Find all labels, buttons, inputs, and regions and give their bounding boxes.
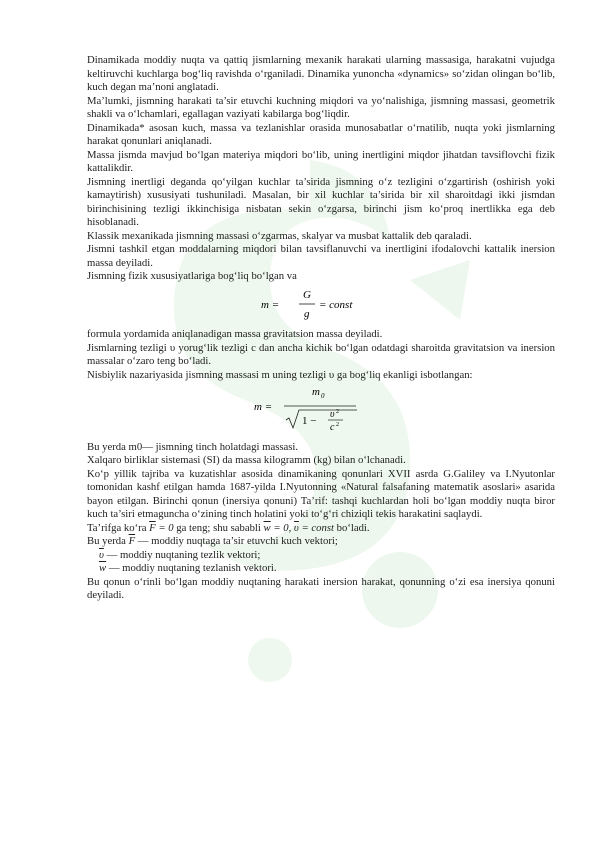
- p16-end: — moddiy nuqtaga ta’sir etuvchi kuch vektori;: [137, 535, 338, 547]
- f1-lhs: m =: [261, 298, 280, 311]
- radical-sign: [286, 410, 357, 428]
- f2-inner-den: c: [330, 422, 335, 433]
- inline-formula-force-zero: [149, 522, 176, 534]
- f2-inner-num: υ: [330, 409, 335, 420]
- v-const-eq: = const: [301, 521, 334, 534]
- f1-numerator: G: [303, 288, 311, 301]
- f2-inner-den-exp: 2: [336, 422, 339, 428]
- paragraph-14: Ko‘p yillik tajriba va kuzatishlar asosida dinamikaning qonunlari XVII asrda G.Galiley va I.Nyutonlar tomonidan kashf etilgan hamda 1687-yilda I.Nyutonning «Natural falsafaning matematik asoslari» asarida bayon etilgan. Birinchi qonun (inersiya qonuni) Ta’rif: tashqi kuchlardan holi bo‘lgan moddiy nuqta biror kuch ta’siri etmaguncha o‘zining tinch holatini yoki to‘g‘ri chiziqli tekis harakatini saqlaydi.: [87, 467, 555, 520]
- p15-start: Ta’rifga ko‘ra: [87, 521, 147, 534]
- paragraph-7: Jismni tashkil etgan moddalarning miqdori bilan tavsiflanuvchi va inertligini ifodalovchi kattalik inersion massa deyiladi.: [87, 243, 555, 269]
- paragraph-9: formula yordamida aniqlanadigan massa gravitatsion massa deyiladi.: [87, 328, 383, 340]
- velocity-vector-symbol: $\overline{\upsilon}$: [293, 521, 299, 534]
- paragraph-3: Dinamikada* asosan kuch, massa va tezlanishlar orasida munosabatlar o‘rnatilib, nuqta yoki jismlarning harakat qonunlari aniqlanadi.: [87, 121, 555, 147]
- velocity-vector-symbol-2: $\overline{\upsilon}$: [99, 548, 104, 561]
- main-text: [87, 54, 555, 603]
- paragraph-4: Massa jismda mavjud bo‘lgan materiya miqdori bo‘lib, uning inertligini miqdor jihatdan tavsiflovchi fizik kattalikdir.: [87, 148, 555, 174]
- f1-denominator: g: [304, 307, 310, 320]
- paragraph-11: Nisbiylik nazariyasida jismning massasi m uning tezligi υ ga bog‘liq ekanligi isbotlangan:: [87, 368, 473, 381]
- paragraph-6: Klassik mexanikada jismning massasi o‘zgarmas, skalyar va musbat kattalik deb qaraladi.: [87, 229, 472, 242]
- p15-end: bo‘ladi.: [336, 521, 370, 534]
- p18-text: — moddiy nuqtaning tezlanish vektori.: [108, 562, 277, 574]
- force-vector-symbol-2: $\overline{F}$: [128, 535, 136, 547]
- paragraph-16: [87, 535, 555, 549]
- f2-inner-num-exp: 2: [336, 409, 339, 415]
- paragraph-12: Bu yerda m0— jismning tinch holatdagi massasi.: [87, 440, 299, 453]
- paragraph-8: Jismning fizik xususiyatlariga bog‘liq bo‘lgan va: [87, 270, 297, 282]
- paragraph-15: [87, 522, 555, 536]
- acceleration-vector-symbol: $\overline{w}$: [263, 521, 271, 534]
- paragraph-2: Ma’lumki, jismning harakati ta’sir etuvchi kuchning miqdori va yo‘nalishiga, jismning massasi, geometrik shakli va o‘lchamlari, egallagan vaziyati kabilarga bog‘liqdir.: [87, 94, 555, 120]
- force-zero-eq: = 0: [158, 521, 174, 534]
- formula-gravitational-mass: [87, 286, 555, 327]
- paragraph-19: Bu qonun o‘rinli bo‘lgan moddiy nuqtaning harakati inersion harakat, qonunning o‘zi esa inersiya qonuni deyiladi.: [87, 575, 555, 601]
- f2-numerator-sub: 0: [321, 392, 325, 400]
- f1-rhs: = const: [319, 298, 353, 311]
- f2-one: 1 −: [302, 415, 317, 427]
- paragraph-18: [87, 562, 555, 576]
- acceleration-vector-symbol-2: $\overline{w}$: [99, 562, 107, 574]
- p17-text: — moddiy nuqtaning tezlik vektori;: [106, 548, 261, 561]
- p15-middle: ga teng; shu sababli: [176, 521, 261, 534]
- paragraph-10: Jismlarning tezligi υ yorug‘lik tezligi c dan ancha kichik bo‘lgan odatdagi sharoitda gravitatsion va inersion massalar o‘zaro teng bo‘ladi.: [87, 341, 555, 367]
- f2-numerator: m: [312, 386, 320, 398]
- w-zero-eq: = 0,: [273, 521, 292, 534]
- paragraph-5: Jismning inertligi deganda qo‘yilgan kuchlar ta’sirida jismning o‘z tezligini o‘zgartirish (oshirish yoki kamaytirish) xususiyati tushuniladi. Masalan, bir xil kuchlar ta’sirida bir xil sharoitdagi ikki jismdan birinchisining tezligi ikkinchisiga nisbatan sekin o‘zgarsa, birinchi jism ko‘proq inertlikka ega deb hisoblanadi.: [87, 175, 555, 228]
- paragraph-13: Xalqaro birliklar sistemasi (SI) da massa kilogramm (kg) bilan o‘lchanadi.: [87, 454, 406, 466]
- paragraph-1: Dinamikada moddiy nuqta va qattiq jismlarning mexanik harakati ularning massasiga, harakatni vujudga keltiruvchi kuchlarga bog‘liq ravishda o‘rganiladi. Dinamika yunoncha «dynamics» so‘zidan olingan bo‘lib, kuch degan ma’noni anglatadi.: [87, 54, 555, 93]
- paragraph-17: [87, 549, 555, 563]
- p16-start: Bu yerda: [87, 535, 126, 547]
- inline-formula-w-zero: [264, 522, 337, 534]
- formula-relativistic-mass: [87, 384, 555, 439]
- f2-lhs: m =: [254, 401, 273, 413]
- force-vector-symbol: $\overline{F}$: [149, 521, 156, 534]
